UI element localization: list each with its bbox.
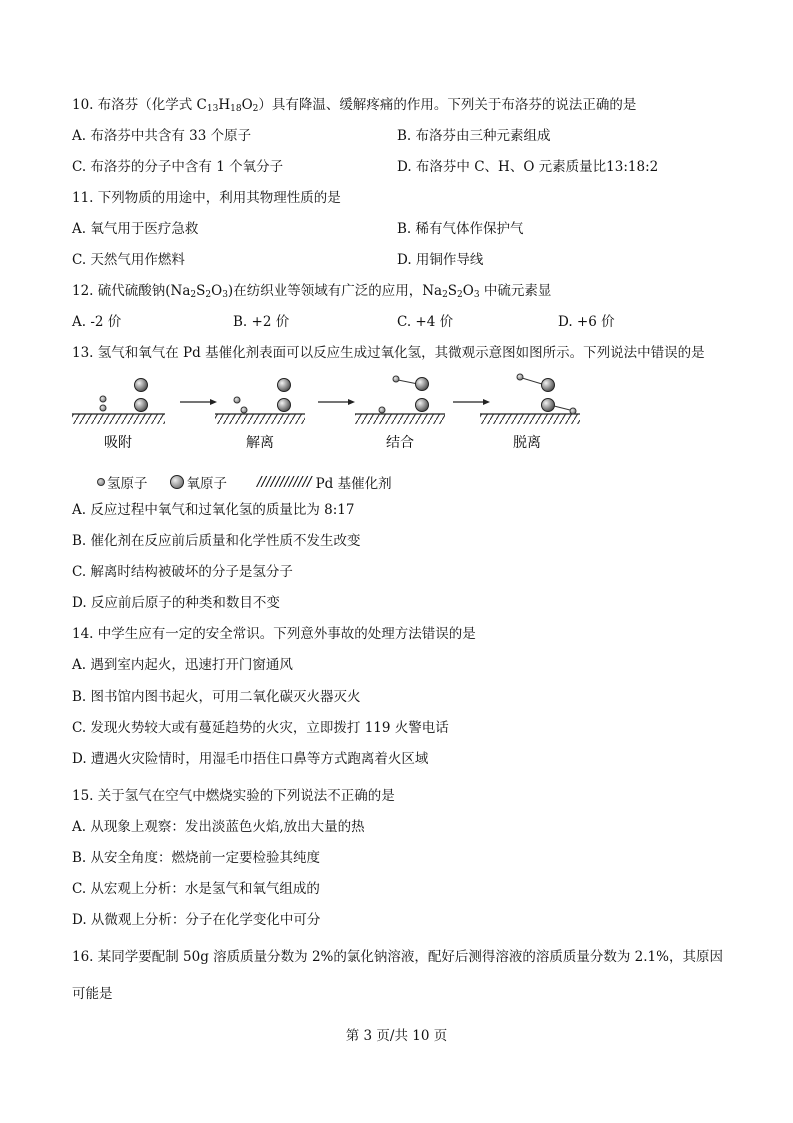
q11-option-a: A. 氧气用于医疗急救 — [72, 221, 199, 237]
step-label-3: 结合 — [386, 435, 414, 451]
q12-option-a: A. -2 价 — [72, 314, 122, 330]
q11-stem: 11. 下列物质的用途中，利用其物理性质的是 — [72, 190, 341, 206]
stage-adsorption — [72, 379, 165, 425]
stage-combination — [355, 376, 445, 424]
q14-option-b: B. 图书馆内图书起火，可用二氧化碳灭火器灭火 — [72, 689, 361, 705]
q13-option-c: C. 解离时结构被破坏的分子是氢分子 — [72, 564, 293, 580]
q16-stem-line2: 可能是 — [72, 986, 113, 1002]
q16-stem-line1: 16. 某同学要配制 50g 溶质质量分数为 2%的氯化钠溶液，配好后测得溶液的溶质质量分数为 2.1%，其原因 — [72, 949, 723, 965]
q10-option-c: C. 布洛芬的分子中含有 1 个氧分子 — [72, 159, 284, 175]
legend-oxygen: 氧原子 — [186, 476, 227, 492]
q11-option-c: C. 天然气用作燃料 — [72, 252, 185, 268]
q10-option-a: A. 布洛芬中共含有 33 个原子 — [72, 128, 252, 144]
legend-hydrogen: 氢原子 — [107, 476, 148, 492]
q12-option-c: C. +4 价 — [397, 314, 454, 330]
legend-catalyst: Pd 基催化剂 — [315, 476, 392, 492]
oxygen-atom-icon — [170, 475, 184, 489]
stage-desorption — [480, 374, 580, 424]
q11-option-b: B. 稀有气体作保护气 — [397, 221, 524, 237]
q14-option-d: D. 遭遇火灾险情时，用湿毛巾捂住口鼻等方式跑离着火区域 — [72, 751, 429, 767]
step-label-4: 脱离 — [513, 435, 541, 451]
hydrogen-atom-icon — [97, 478, 105, 486]
q13-option-b: B. 催化剂在反应前后质量和化学性质不发生改变 — [72, 533, 361, 549]
q15-option-d: D. 从微观上分析：分子在化学变化中可分 — [72, 912, 321, 928]
q13-option-d: D. 反应前后原子的种类和数目不变 — [72, 595, 280, 611]
q14-stem: 14. 中学生应有一定的安全常识。下列意外事故的处理方法错误的是 — [72, 626, 476, 642]
q15-option-c: C. 从宏观上分析：水是氢气和氧气组成的 — [72, 881, 320, 897]
step-label-2: 解离 — [246, 435, 274, 451]
q15-stem: 15. 关于氢气在空气中燃烧实验的下列说法不正确的是 — [72, 788, 395, 804]
q13-option-a: A. 反应过程中氧气和过氧化氢的质量比为 8:17 — [72, 502, 355, 518]
q13-stem: 13. 氢气和氧气在 Pd 基催化剂表面可以反应生成过氧化氢，其微观示意图如图所示。下列说法中错误的是 — [72, 345, 705, 361]
q12-option-d: D. +6 价 — [558, 314, 615, 330]
q15-option-b: B. 从安全角度：燃烧前一定要检验其纯度 — [72, 850, 321, 866]
reaction-diagram — [70, 370, 590, 460]
diagram-legend — [97, 472, 392, 492]
q10-option-b: B. 布洛芬由三种元素组成 — [397, 128, 551, 144]
q12-option-b: B. +2 价 — [233, 314, 290, 330]
q12-stem: 12. 硫代硫酸钠$(Na_2S_2O_3)$在纺织业等领域有广泛的应用，$Na_2S_2O_3$ 中硫元素显 — [72, 283, 552, 300]
q11-option-d: D. 用铜作导线 — [397, 252, 484, 268]
q10-stem: 10. 布洛芬（化学式 $C_{13}H_{18}O_2$）具有降温、缓解疼痛的作用。下列关于布洛芬的说法正确的是 — [72, 97, 637, 114]
q15-option-a: A. 从现象上观察：发出淡蓝色火焰,放出大量的热 — [72, 819, 365, 835]
q14-option-c: C. 发现火势较大或有蔓延趋势的火灾，立即拨打 119 火警电话 — [72, 720, 449, 736]
stage-dissociation — [215, 379, 305, 425]
step-label-1: 吸附 — [104, 435, 132, 451]
q10-option-d: D. 布洛芬中 C、H、O 元素质量比13:18:2 — [397, 159, 659, 175]
q14-option-a: A. 遇到室内起火，迅速打开门窗通风 — [72, 657, 293, 673]
catalyst-hatch-icon: //////////// — [257, 474, 312, 490]
page-number: 第 3 页/共 10 页 — [345, 1028, 448, 1044]
